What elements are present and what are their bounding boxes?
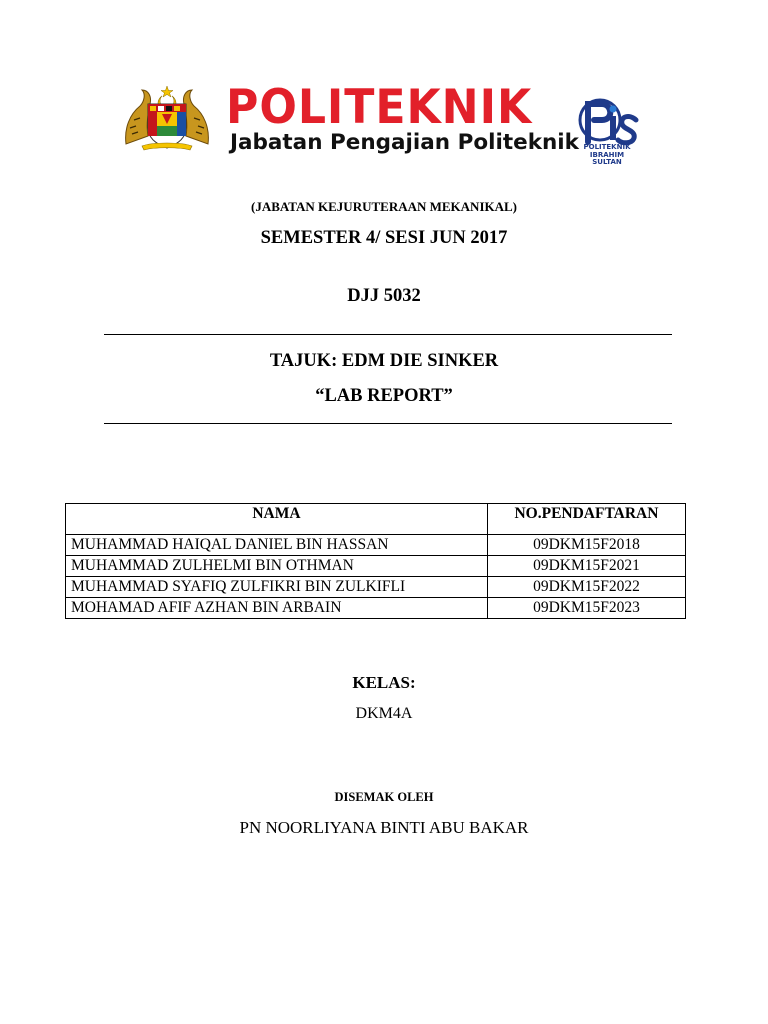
report-title: TAJUK: EDM DIE SINKER	[269, 351, 499, 371]
header-name: NAMA	[66, 504, 488, 535]
table-header-row	[66, 504, 686, 535]
malaysia-coat-of-arms-icon	[122, 84, 212, 154]
pis-caption-line-1: POLITEKNIK	[583, 143, 631, 151]
pis-caption-line-2: IBRAHIM SULTAN	[589, 150, 625, 167]
table-row	[66, 577, 686, 598]
politeknik-brand	[222, 80, 579, 160]
member-registration-no: 09DKM15F2018	[487, 535, 685, 556]
member-name: MUHAMMAD HAIQAL DANIEL BIN HASSAN	[66, 535, 488, 556]
brand-subtitle: Jabatan Pengajian Politeknik	[230, 130, 579, 155]
table-row	[66, 598, 686, 619]
table-row	[66, 535, 686, 556]
semester-heading: SEMESTER 4/ SESI JUN 2017	[260, 228, 508, 248]
member-registration-no: 09DKM15F2022	[487, 577, 685, 598]
report-subtitle: “LAB REPORT”	[315, 386, 453, 406]
pis-caption	[574, 144, 640, 167]
class-value: DKM4A	[355, 705, 413, 722]
header-registration-no: NO.PENDAFTARAN	[487, 504, 685, 535]
member-name: MUHAMMAD SYAFIQ ZULFIKRI BIN ZULKIFLI	[66, 577, 488, 598]
course-code: DJJ 5032	[347, 286, 421, 306]
divider-top	[104, 334, 672, 335]
member-name: MUHAMMAD ZULHELMI BIN OTHMAN	[66, 556, 488, 577]
divider-bottom	[104, 423, 672, 424]
checked-by-label: DISEMAK OLEH	[334, 790, 434, 804]
checked-by-name: PN NOORLIYANA BINTI ABU BAKAR	[239, 818, 529, 837]
member-registration-no: 09DKM15F2021	[487, 556, 685, 577]
department-heading: (JABATAN KEJURUTERAAN MEKANIKAL)	[250, 199, 518, 214]
members-table	[65, 503, 686, 619]
member-name: MOHAMAD AFIF AZHAN BIN ARBAIN	[66, 598, 488, 619]
table-row	[66, 556, 686, 577]
class-label: KELAS:	[352, 673, 416, 692]
brand-wordmark: POLITEKNIK	[226, 80, 533, 135]
member-registration-no: 09DKM15F2023	[487, 598, 685, 619]
